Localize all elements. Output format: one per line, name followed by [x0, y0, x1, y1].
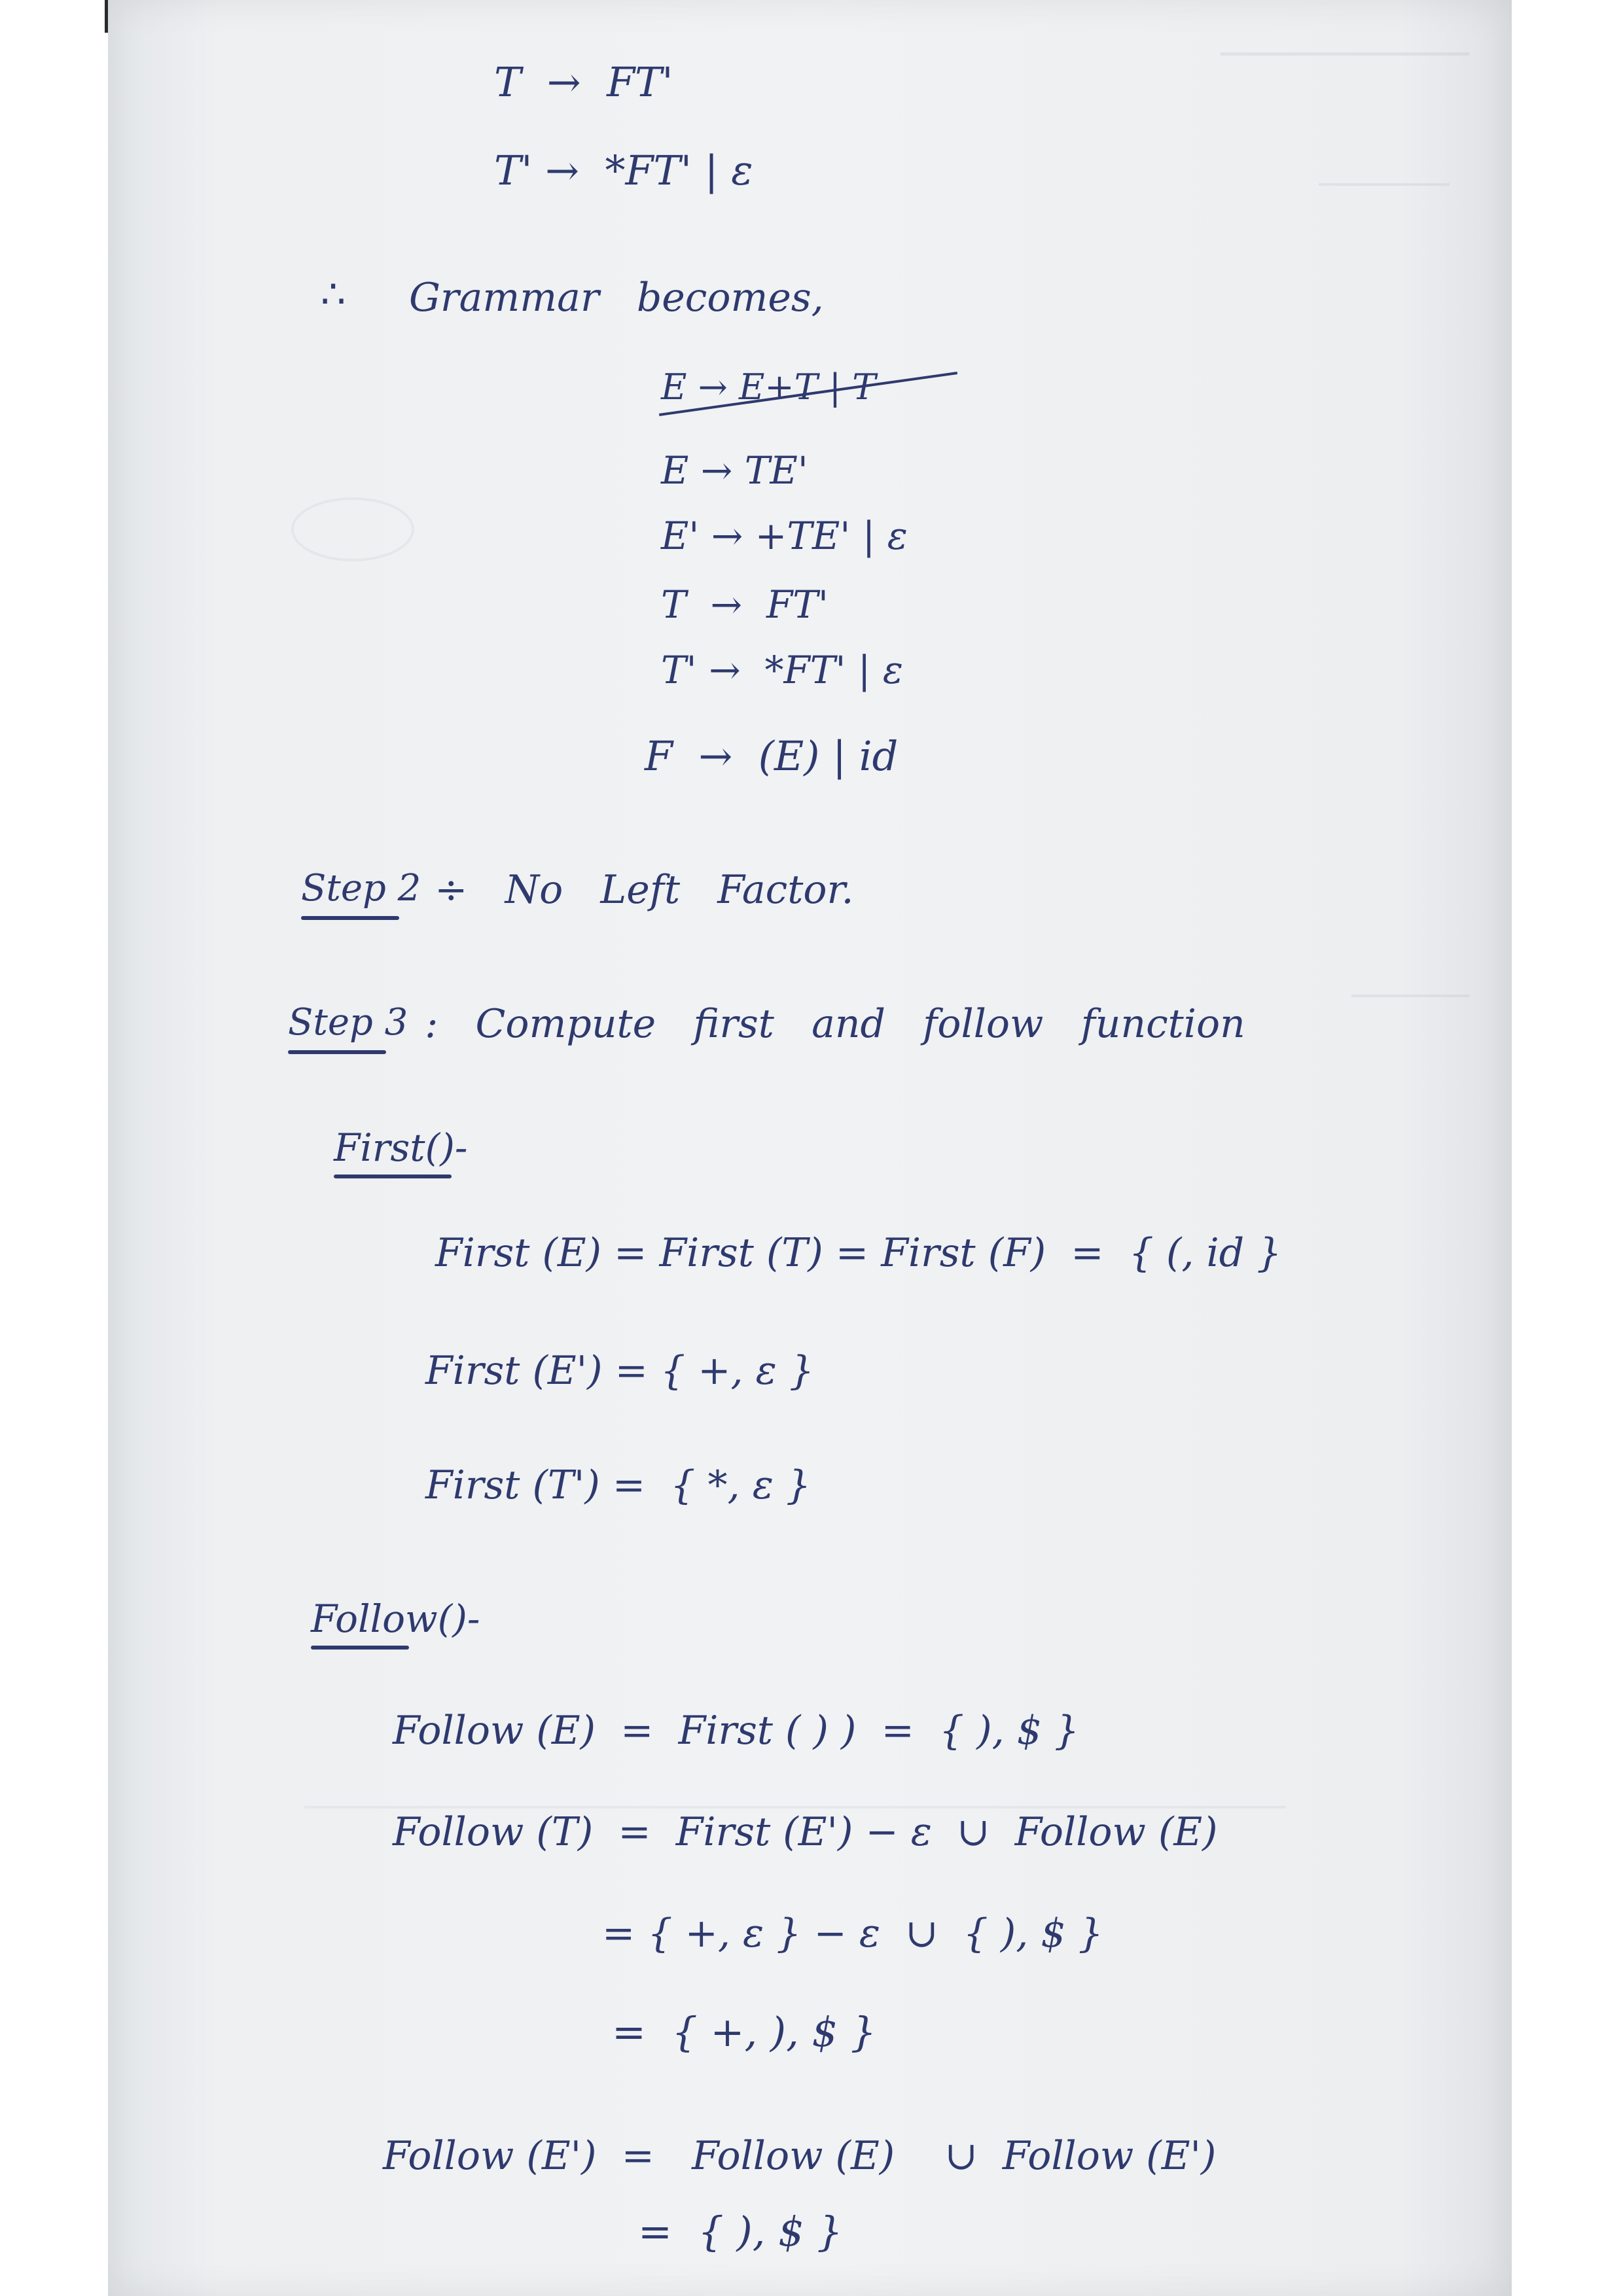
struck-out-rule: E → E+T | T: [661, 366, 876, 408]
line-t-prime-rule: T' → *FT' | ε: [494, 147, 753, 194]
first-e-prime: First (E') = { +, ε }: [425, 1348, 815, 1394]
grammar-rule-f: F → (E) | id: [645, 732, 899, 780]
bleed-through-block-5: [304, 1780, 1286, 1809]
step3-text: : Compute first and follow function: [412, 1001, 1245, 1047]
bleed-through-block-2: [1319, 157, 1450, 186]
first-heading-underline: [334, 1174, 452, 1178]
follow-heading-underline: [311, 1646, 409, 1650]
notebook-page: [108, 0, 1512, 2296]
grammar-rule-e-prime: E' → +TE' | ε: [661, 514, 908, 558]
step2-underline: [301, 916, 399, 920]
grammar-rule-t-prime: T' → *FT' | ε: [661, 648, 903, 692]
line-grammar-becomes: Grammar becomes,: [409, 275, 824, 321]
follow-e-prime: Follow (E') = Follow (E) ∪ Follow (E'): [383, 2133, 1217, 2179]
grammar-rule-e: E → TE': [661, 448, 808, 493]
follow-t-step3: = { +, ), $ }: [612, 2008, 877, 2056]
step2-label: Step 2: [301, 867, 421, 910]
step3-label: Step 3: [288, 1001, 408, 1044]
follow-e-prime-step2: = { ), $ }: [638, 2208, 843, 2255]
step2-text: ÷ No Left Factor.: [422, 867, 854, 913]
grammar-rule-t: T → FT': [661, 582, 829, 627]
line-t-rule: T → FT': [494, 58, 673, 106]
first-heading: First()-: [334, 1125, 468, 1170]
bleed-through-block-4: [1351, 968, 1469, 997]
bleed-through-block-3: [291, 497, 414, 561]
step3-underline: [288, 1050, 386, 1054]
follow-heading: Follow()-: [311, 1597, 480, 1641]
first-e: First (E) = First (T) = First (F) = { (, id }: [435, 1230, 1282, 1276]
follow-e: Follow (E) = First ( ) ) = { ), $ }: [393, 1708, 1080, 1754]
bleed-through-block-1: [1221, 13, 1469, 56]
follow-t-step2: = { +, ε } − ε ∪ { ), $ }: [602, 1911, 1103, 1956]
therefore-symbol: ∴: [321, 272, 346, 317]
follow-t: Follow (T) = First (E') − ε ∪ Follow (E): [393, 1809, 1218, 1855]
first-t-prime: First (T') = { *, ε }: [425, 1462, 812, 1508]
